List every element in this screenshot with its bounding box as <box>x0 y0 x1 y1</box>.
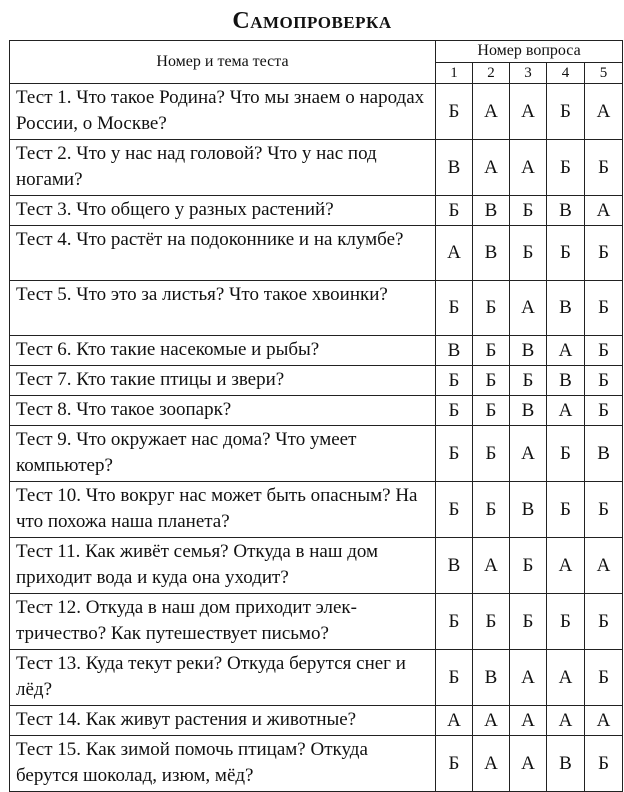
answer-cell: В <box>547 281 585 336</box>
answer-cell: Б <box>585 594 623 650</box>
answer-cell: Б <box>547 140 585 196</box>
answer-cell: А <box>510 426 547 482</box>
answer-cell: В <box>436 336 473 366</box>
answer-cell: В <box>547 196 585 226</box>
answer-cell: А <box>510 281 547 336</box>
answer-cell: Б <box>585 140 623 196</box>
answer-cell: Б <box>547 482 585 538</box>
answer-cell: Б <box>547 426 585 482</box>
answer-cell: А <box>547 650 585 706</box>
answer-cell: А <box>510 706 547 736</box>
header-topic: Номер и тема теста <box>10 41 436 84</box>
table-row <box>10 336 623 366</box>
test-topic: Тест 13. Куда текут реки? Откуда берутся снег и лёд? <box>10 650 436 706</box>
answer-cell: А <box>473 706 510 736</box>
table-row <box>10 426 623 482</box>
answer-cell: В <box>510 396 547 426</box>
answer-cell: В <box>473 226 510 281</box>
header-num-3: 3 <box>510 62 547 84</box>
table-row <box>10 594 623 650</box>
answer-cell: А <box>510 736 547 792</box>
answer-cell: Б <box>436 396 473 426</box>
answer-cell: В <box>473 196 510 226</box>
page-title: Самопроверка <box>232 8 392 34</box>
answer-cell: А <box>510 650 547 706</box>
test-topic: Тест 7. Кто такие птицы и звери? <box>10 366 436 396</box>
test-topic: Тест 10. Что вокруг нас может быть опасным? На что похожа наша планета? <box>10 482 436 538</box>
table-row <box>10 736 623 792</box>
test-topic: Тест 4. Что растёт на подоконнике и на клумбе? <box>10 226 436 281</box>
answer-cell: Б <box>585 650 623 706</box>
test-topic: Тест 5. Что это за листья? Что такое хвоинки? <box>10 281 436 336</box>
answer-cell: В <box>510 482 547 538</box>
answer-cell: Б <box>585 482 623 538</box>
table-row <box>10 482 623 538</box>
answer-cell: Б <box>473 366 510 396</box>
answer-cell: Б <box>436 196 473 226</box>
answer-cell: Б <box>436 650 473 706</box>
answer-cell: Б <box>547 84 585 140</box>
answer-cell: Б <box>436 366 473 396</box>
answer-cell: Б <box>473 482 510 538</box>
test-topic: Тест 14. Как живут растения и животные? <box>10 706 436 736</box>
answer-cell: А <box>510 84 547 140</box>
table-row <box>10 538 623 594</box>
answer-cell: Б <box>585 396 623 426</box>
answer-cell: А <box>547 336 585 366</box>
answer-cell: А <box>473 140 510 196</box>
answer-cell: Б <box>473 426 510 482</box>
test-topic: Тест 9. Что окружает нас дома? Что умеет компьютер? <box>10 426 436 482</box>
answer-cell: Б <box>473 281 510 336</box>
answer-cell: Б <box>510 594 547 650</box>
answer-cell: Б <box>436 281 473 336</box>
test-topic: Тест 2. Что у нас над головой? Что у нас под ногами? <box>10 140 436 196</box>
answer-cell: А <box>436 226 473 281</box>
answer-cell: В <box>473 650 510 706</box>
header-num-2: 2 <box>473 62 510 84</box>
answer-cell: В <box>585 426 623 482</box>
answer-cell: А <box>547 538 585 594</box>
answer-cell: Б <box>585 736 623 792</box>
header-num-5: 5 <box>585 62 623 84</box>
answer-cell: А <box>510 140 547 196</box>
answer-cell: В <box>436 538 473 594</box>
table-row <box>10 140 623 196</box>
answer-cell: Б <box>585 281 623 336</box>
table-row <box>10 281 623 336</box>
answer-cell: А <box>585 196 623 226</box>
answer-cell: Б <box>436 594 473 650</box>
answer-cell: А <box>473 736 510 792</box>
answer-cell: Б <box>436 84 473 140</box>
answer-cell: А <box>585 84 623 140</box>
answer-cell: Б <box>510 538 547 594</box>
header-num-1: 1 <box>436 62 473 84</box>
answer-cell: Б <box>547 594 585 650</box>
answer-cell: Б <box>473 396 510 426</box>
answer-cell: В <box>436 140 473 196</box>
answer-cell: Б <box>436 482 473 538</box>
answer-cell: В <box>547 366 585 396</box>
answer-cell: Б <box>585 226 623 281</box>
answer-cell: Б <box>510 196 547 226</box>
header-question-number: Номер вопроса <box>436 41 623 63</box>
answer-cell: В <box>510 336 547 366</box>
test-topic: Тест 15. Как зимой помочь птицам? Откуда берутся шоколад, изюм, мёд? <box>10 736 436 792</box>
answer-cell: Б <box>473 594 510 650</box>
answer-cell: А <box>473 84 510 140</box>
table-row <box>10 84 623 140</box>
answer-cell: Б <box>510 226 547 281</box>
answer-cell: Б <box>585 336 623 366</box>
header-num-4: 4 <box>547 62 585 84</box>
table-row <box>10 396 623 426</box>
answer-cell: В <box>547 736 585 792</box>
answer-table <box>9 40 623 792</box>
answer-cell: Б <box>436 426 473 482</box>
answer-cell: А <box>473 538 510 594</box>
answer-cell: Б <box>585 366 623 396</box>
table-row <box>10 196 623 226</box>
test-topic: Тест 6. Кто такие насекомые и рыбы? <box>10 336 436 366</box>
answer-cell: А <box>547 706 585 736</box>
table-row <box>10 706 623 736</box>
test-topic: Тест 8. Что такое зоопарк? <box>10 396 436 426</box>
test-topic: Тест 11. Как живёт семья? Откуда в наш дом приходит вода и куда она уходит? <box>10 538 436 594</box>
answer-cell: А <box>585 706 623 736</box>
answer-cell: Б <box>510 366 547 396</box>
answer-cell: А <box>547 396 585 426</box>
test-topic: Тест 3. Что общего у разных растений? <box>10 196 436 226</box>
test-topic: Тест 1. Что такое Родина? Что мы знаем о народах России, о Москве? <box>10 84 436 140</box>
table-row <box>10 226 623 281</box>
answer-cell: Б <box>547 226 585 281</box>
test-topic: Тест 12. Откуда в наш дом приходит электричество? Как путешествует письмо? <box>10 594 436 650</box>
answer-cell: Б <box>436 736 473 792</box>
answer-cell: А <box>436 706 473 736</box>
answer-cell: А <box>585 538 623 594</box>
answer-cell: Б <box>473 336 510 366</box>
table-row <box>10 650 623 706</box>
table-row <box>10 366 623 396</box>
